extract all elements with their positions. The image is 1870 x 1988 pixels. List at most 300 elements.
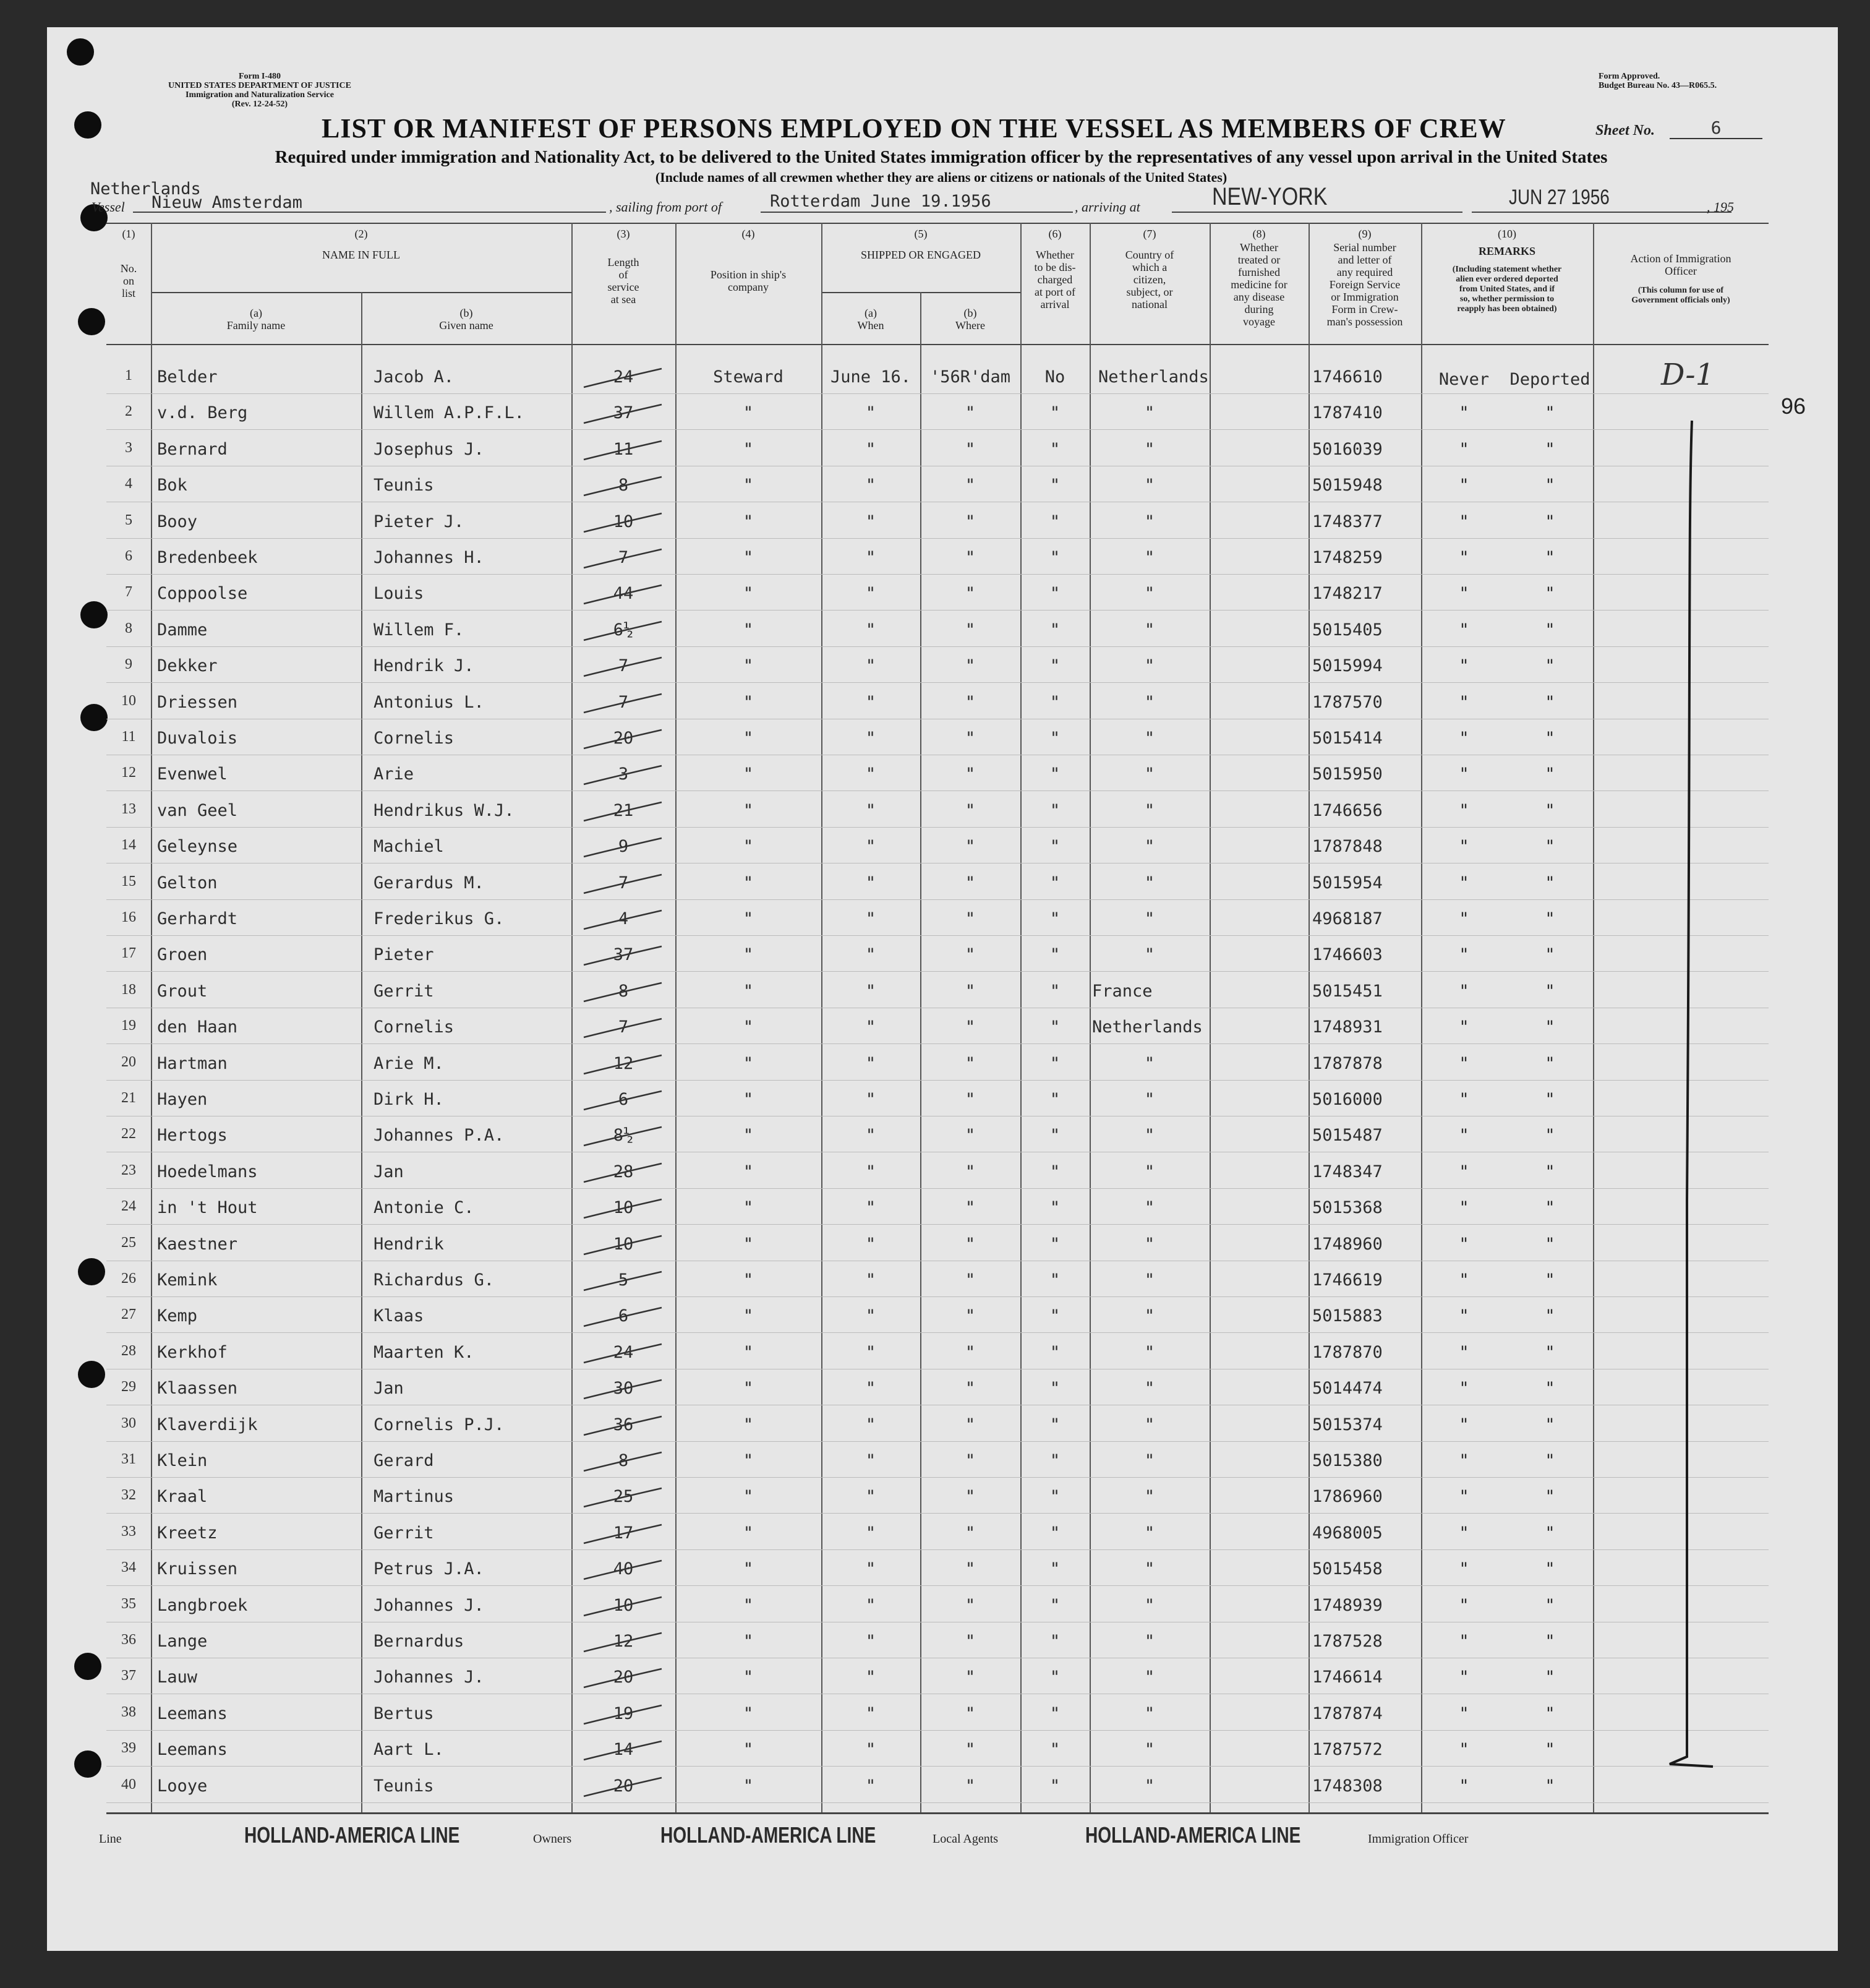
serial-number: 1787528 [1312, 1632, 1383, 1651]
when-ditto: " [865, 1776, 876, 1796]
vessel-flag: Netherlands [90, 179, 201, 199]
remarks-never: Never [1438, 370, 1490, 389]
country-ditto: " [1144, 1090, 1155, 1109]
length-of-service: 11 [613, 440, 634, 459]
row-number: 10 [121, 693, 136, 709]
row-rule [106, 1477, 1769, 1478]
family-name: Hartman [157, 1054, 228, 1073]
row-rule [106, 429, 1769, 430]
country: France [1092, 982, 1153, 1001]
row-number: 15 [121, 873, 136, 889]
position-ditto: " [743, 584, 754, 603]
col4-header: Position in ship's company [710, 268, 787, 293]
country-ditto: " [1144, 873, 1155, 893]
when-ditto: " [865, 1306, 876, 1326]
where-ditto: " [965, 1596, 976, 1615]
given-name: Hendrikus W.J. [374, 801, 514, 820]
col3-header: Length of service at sea [607, 256, 639, 306]
country-ditto: " [1144, 584, 1155, 603]
col2a-header: (a) Family name [226, 307, 286, 332]
where-ditto: " [965, 765, 976, 784]
vessel-label: Vessel [92, 199, 125, 215]
discharged-ditto: " [1049, 729, 1061, 748]
family-name: Booy [157, 512, 198, 531]
discharged-ditto: " [1049, 1306, 1061, 1326]
remarks-ditto: " [1459, 873, 1469, 893]
country: Netherlands [1098, 367, 1209, 387]
row-number: 38 [121, 1704, 136, 1720]
discharged-ditto: " [1049, 1487, 1061, 1506]
position-ditto: " [743, 1632, 754, 1651]
remarks-ditto: " [1459, 1235, 1469, 1254]
row-number: 11 [121, 729, 136, 745]
service-check-stroke [581, 1414, 668, 1439]
discharged-ditto: " [1049, 620, 1061, 640]
position-ditto: " [743, 620, 754, 640]
row-rule [106, 1043, 1769, 1044]
when-ditto: " [865, 765, 876, 784]
discharged-ditto: " [1049, 873, 1061, 893]
row-number: 20 [121, 1054, 136, 1070]
service-check-stroke [581, 1161, 668, 1186]
given-name: Antonie C. [374, 1198, 474, 1217]
position-ditto: " [743, 1559, 754, 1579]
to-be-discharged: No [1044, 367, 1065, 387]
country-ditto: " [1144, 729, 1155, 748]
service-check-stroke [581, 1666, 668, 1691]
length-of-service: 10 [613, 1235, 634, 1254]
serial-number: 5015451 [1312, 982, 1383, 1001]
when-ditto: " [865, 729, 876, 748]
remarks-ditto: " [1545, 1704, 1555, 1723]
row-rule [106, 899, 1769, 900]
col7-header: Country of which a citizen, subject, or national [1125, 249, 1174, 311]
serial-number: 5015368 [1312, 1198, 1383, 1217]
row-number: 18 [121, 982, 136, 998]
position-ditto: " [743, 1235, 754, 1254]
position-ditto: " [743, 1704, 754, 1723]
family-name: Kerkhof [157, 1343, 228, 1362]
service-check-stroke [581, 1233, 668, 1258]
country-ditto: " [1144, 801, 1155, 820]
row-rule [106, 610, 1769, 611]
service-check-stroke [581, 1775, 668, 1800]
col1-header: No. on list [120, 262, 137, 299]
discharged-ditto: " [1049, 512, 1061, 531]
serial-number: 1787570 [1312, 693, 1383, 712]
service-check-stroke [581, 692, 668, 716]
remarks-ditto: " [1459, 1162, 1469, 1181]
officer-mark: D-1 [1661, 358, 1715, 392]
length-of-service: 7 [618, 656, 629, 675]
remarks-ditto: " [1545, 1415, 1555, 1434]
discharged-ditto: " [1049, 1415, 1061, 1434]
remarks-ditto: " [1545, 1596, 1555, 1615]
row-rule [106, 935, 1769, 936]
serial-number: 1748931 [1312, 1018, 1383, 1037]
serial-number: 5015883 [1312, 1306, 1383, 1326]
length-of-service: 37 [613, 403, 634, 422]
remarks-ditto: " [1459, 1126, 1469, 1145]
row-rule [106, 1332, 1769, 1333]
given-name: Teunis [374, 476, 434, 495]
discharged-ditto: " [1049, 1523, 1061, 1543]
punch-hole [78, 1258, 105, 1285]
remarks-ditto: " [1459, 512, 1469, 531]
length-of-service: 12 [613, 1054, 634, 1073]
position-ditto: " [743, 1596, 754, 1615]
serial-number: 1787874 [1312, 1704, 1383, 1723]
serial-number: 5015954 [1312, 873, 1383, 893]
remarks-ditto: " [1545, 729, 1555, 748]
row-rule [106, 1224, 1769, 1225]
row-number: 3 [125, 440, 132, 456]
country-ditto: " [1144, 765, 1155, 784]
row-number: 14 [121, 837, 136, 853]
position-ditto: " [743, 1126, 754, 1145]
discharged-ditto: " [1049, 476, 1061, 495]
document-title: LIST OR MANIFEST OF PERSONS EMPLOYED ON THE VESSEL AS MEMBERS OF CREW [322, 113, 1506, 144]
remarks-ditto: " [1459, 1451, 1469, 1470]
given-name: Frederikus G. [374, 909, 505, 928]
remarks-ditto: " [1459, 1054, 1469, 1073]
where-ditto: " [965, 548, 976, 567]
country-ditto: " [1144, 1054, 1155, 1073]
serial-number: 5015950 [1312, 765, 1383, 784]
row-number: 28 [121, 1343, 136, 1359]
row-rule [106, 1441, 1769, 1442]
country-ditto: " [1144, 1559, 1155, 1579]
service-check-stroke [581, 1522, 668, 1547]
where-ditto: " [965, 620, 976, 640]
family-name: Kraal [157, 1487, 208, 1506]
col-divider [1593, 223, 1594, 1812]
row-number: 12 [121, 765, 136, 781]
serial-number: 1748377 [1312, 512, 1383, 531]
country-ditto: " [1144, 909, 1155, 928]
serial-number: 1746656 [1312, 801, 1383, 820]
where-ditto: " [965, 1162, 976, 1181]
remarks-ditto: " [1545, 1668, 1555, 1687]
position-ditto: " [743, 909, 754, 928]
year-suffix: , 195 [1707, 199, 1734, 215]
length-of-service: 9 [618, 837, 629, 856]
service-check-stroke [581, 1630, 668, 1655]
col-divider [151, 223, 152, 1812]
length-of-service: 37 [613, 945, 634, 964]
given-name: Louis [374, 584, 424, 603]
where-ditto: " [965, 909, 976, 928]
when-ditto: " [865, 1343, 876, 1362]
family-name: Kreetz [157, 1523, 218, 1543]
serial-number: 5015414 [1312, 729, 1383, 748]
margin-number: 96 [1781, 393, 1806, 419]
position-ditto: " [743, 476, 754, 495]
given-name: Gerard [374, 1451, 434, 1470]
discharged-ditto: " [1049, 1235, 1061, 1254]
row-rule [106, 393, 1769, 394]
punch-hole [78, 308, 105, 335]
when-ditto: " [865, 693, 876, 712]
given-name: Aart L. [374, 1740, 444, 1759]
remarks-ditto: " [1459, 837, 1469, 856]
remarks-ditto: " [1459, 403, 1469, 422]
serial-number: 1787878 [1312, 1054, 1383, 1073]
when-ditto: " [865, 1162, 876, 1181]
country-ditto: " [1144, 1523, 1155, 1543]
length-of-service: 7 [618, 873, 629, 893]
row-number: 35 [121, 1596, 136, 1612]
serial-number: 4968005 [1312, 1523, 1383, 1543]
remarks-ditto: " [1545, 1776, 1555, 1796]
country: Netherlands [1092, 1018, 1203, 1037]
col5a-header: (a) When [857, 307, 884, 332]
service-check-stroke [581, 1016, 668, 1041]
when-ditto: " [865, 1596, 876, 1615]
given-name: Gerrit [374, 1523, 434, 1543]
arrival-date: JUN 27 1956 [1509, 186, 1610, 209]
given-name: Gerardus M. [374, 873, 484, 893]
position-ditto: " [743, 1379, 754, 1398]
when-ditto: " [865, 837, 876, 856]
length-of-service: 10 [613, 1198, 634, 1217]
family-name: Kruissen [157, 1559, 238, 1579]
family-name: Lauw [157, 1668, 198, 1687]
remarks-deported: Deported [1509, 370, 1590, 389]
length-of-service: 8 [618, 982, 629, 1001]
row-number: 9 [125, 656, 132, 672]
service-check-stroke [581, 1377, 668, 1402]
discharged-ditto: " [1049, 1776, 1061, 1796]
position-ditto: " [743, 1018, 754, 1037]
when-ditto: " [865, 1379, 876, 1398]
serial-number: 1787410 [1312, 403, 1383, 422]
where-ditto: " [965, 1054, 976, 1073]
service-check-stroke [581, 763, 668, 788]
service-check-stroke [581, 908, 668, 933]
when-ditto: " [865, 801, 876, 820]
row-number: 19 [121, 1018, 136, 1034]
col6-num: (6) [1048, 228, 1062, 240]
service-check-stroke [581, 547, 668, 572]
where-ditto: " [965, 873, 976, 893]
row-number: 32 [121, 1487, 136, 1503]
row-number: 6 [125, 548, 132, 564]
country-ditto: " [1144, 656, 1155, 675]
punch-hole [67, 38, 94, 66]
table-bottom-rule [106, 1812, 1769, 1814]
given-name: Arie M. [374, 1054, 444, 1073]
given-name: Pieter J. [374, 512, 464, 531]
when-ditto: " [865, 1451, 876, 1470]
service-check-stroke [581, 1269, 668, 1294]
remarks-ditto: " [1459, 693, 1469, 712]
length-of-service: 7 [618, 693, 629, 712]
country-ditto: " [1144, 1198, 1155, 1217]
given-name: Johannes J. [374, 1596, 484, 1615]
position-ditto: " [743, 1343, 754, 1362]
length-of-service: 10 [613, 512, 634, 531]
length-of-service: 7 [618, 548, 629, 567]
col9-num: (9) [1358, 228, 1372, 240]
length-of-service: 21 [613, 801, 634, 820]
service-check-stroke [581, 1703, 668, 1728]
row-rule [106, 682, 1769, 683]
service-check-stroke [581, 1053, 668, 1078]
discharged-ditto: " [1049, 1270, 1061, 1290]
row-rule [106, 538, 1769, 539]
serial-number: 1746603 [1312, 945, 1383, 964]
family-name: in 't Hout [157, 1198, 258, 1217]
discharged-ditto: " [1049, 1740, 1061, 1759]
row-rule [106, 1296, 1769, 1297]
family-name: den Haan [157, 1018, 238, 1037]
discharged-ditto: " [1049, 1668, 1061, 1687]
remarks-ditto: " [1545, 512, 1555, 531]
position-ditto: " [743, 729, 754, 748]
when-ditto: " [865, 1235, 876, 1254]
col5b-header: (b) Where [955, 307, 985, 332]
when-ditto: " [865, 1740, 876, 1759]
service-check-stroke [581, 980, 668, 1005]
length-of-service: 24 [613, 367, 634, 387]
remarks-ditto: " [1545, 1379, 1555, 1398]
family-name: Gerhardt [157, 909, 238, 928]
sailing-underline [761, 212, 1073, 213]
where-ditto: " [965, 693, 976, 712]
col7-num: (7) [1143, 228, 1156, 240]
row-number: 2 [125, 403, 132, 419]
col8-num: (8) [1252, 228, 1266, 240]
remarks-ditto: " [1545, 440, 1555, 459]
remarks-ditto: " [1459, 584, 1469, 603]
col2b-header: (b) Given name [439, 307, 493, 332]
service-check-stroke [581, 800, 668, 825]
punch-hole [80, 601, 108, 628]
position-ditto: " [743, 1415, 754, 1434]
family-name: Kemp [157, 1306, 198, 1326]
row-number: 36 [121, 1632, 136, 1648]
remarks-ditto: " [1545, 909, 1555, 928]
col11-note: (This column for use of Government officials only) [1631, 286, 1730, 305]
where-ditto: " [965, 1270, 976, 1290]
given-name: Teunis [374, 1776, 434, 1796]
length-of-service: 28 [613, 1162, 634, 1181]
length-of-service: 19 [613, 1704, 634, 1723]
length-of-service: 10 [613, 1596, 634, 1615]
remarks-ditto: " [1545, 403, 1555, 422]
document-subnote: (Include names of all crewmen whether they are aliens or citizens or nationals of the United States) [655, 169, 1227, 185]
length-of-service: 20 [613, 1776, 634, 1796]
country-ditto: " [1144, 693, 1155, 712]
where-ditto: " [965, 1776, 976, 1796]
serial-number: 1746614 [1312, 1668, 1383, 1687]
remarks-ditto: " [1459, 1740, 1469, 1759]
row-number: 40 [121, 1776, 136, 1793]
arriving-label: , arriving at [1075, 199, 1140, 215]
service-check-stroke [581, 1739, 668, 1763]
row-number: 4 [125, 476, 132, 492]
when-ditto: " [865, 1632, 876, 1651]
country-ditto: " [1144, 1162, 1155, 1181]
arriving-at: NEW-YORK [1212, 183, 1328, 210]
service-check-stroke [581, 1342, 668, 1366]
position-ditto: " [743, 1451, 754, 1470]
country-ditto: " [1144, 1451, 1155, 1470]
given-name: Johannes J. [374, 1668, 484, 1687]
remarks-ditto: " [1459, 1632, 1469, 1651]
where-ditto: " [965, 1451, 976, 1470]
when-ditto: " [865, 1198, 876, 1217]
agents-label: Local Agents [933, 1832, 999, 1846]
length-of-service: 4 [618, 909, 629, 928]
given-name: Jan [374, 1379, 404, 1398]
when-ditto: " [865, 1523, 876, 1543]
position-ditto: " [743, 873, 754, 893]
service-check-stroke [581, 402, 668, 427]
remarks-ditto: " [1545, 1559, 1555, 1579]
document-subtitle: Required under immigration and Nationality Act, to be delivered to the United States immigration officer by the representatives of any vessel upon arrival in the United States [275, 147, 1608, 167]
sailing-label: , sailing from port of [609, 199, 722, 215]
where-ditto: " [965, 1559, 976, 1579]
serial-number: 1746610 [1312, 367, 1383, 387]
when-ditto: " [865, 1054, 876, 1073]
given-name: Dirk H. [374, 1090, 444, 1109]
row-number: 27 [121, 1306, 136, 1322]
position-ditto: " [743, 693, 754, 712]
punch-hole [74, 1750, 101, 1778]
punch-hole [74, 1653, 101, 1680]
service-check-stroke [581, 836, 668, 860]
when-ditto: " [865, 1559, 876, 1579]
service-check-stroke [581, 655, 668, 680]
remarks-ditto: " [1459, 801, 1469, 820]
remarks-ditto: " [1459, 1270, 1469, 1290]
vessel-name: Nieuw Amsterdam [152, 193, 302, 212]
family-name: Geleynse [157, 837, 238, 856]
service-check-stroke [581, 1089, 668, 1113]
col10-header: REMARKS [1478, 245, 1535, 257]
service-check-stroke [581, 366, 668, 391]
given-name: Bertus [374, 1704, 434, 1723]
where-ditto: " [965, 837, 976, 856]
country-ditto: " [1144, 837, 1155, 856]
family-name: Coppoolse [157, 584, 248, 603]
position-ditto: " [743, 837, 754, 856]
serial-number: 5015374 [1312, 1415, 1383, 1434]
row-number: 26 [121, 1270, 136, 1287]
country-ditto: " [1144, 1415, 1155, 1434]
country-ditto: " [1144, 1126, 1155, 1145]
discharged-ditto: " [1049, 1054, 1061, 1073]
sheet-label: Sheet No. [1595, 122, 1655, 139]
given-name: Petrus J.A. [374, 1559, 484, 1579]
form-approval: Form Approved. Budget Bureau No. 43—R065.5. [1599, 72, 1717, 90]
when-ditto: " [865, 548, 876, 567]
row-number: 1 [125, 367, 132, 383]
when-ditto: " [865, 1704, 876, 1723]
discharged-ditto: " [1049, 440, 1061, 459]
given-name: Johannes H. [374, 548, 484, 567]
row-number: 24 [121, 1198, 136, 1214]
given-name: Maarten K. [374, 1343, 474, 1362]
punch-hole [78, 1361, 105, 1388]
given-name: Arie [374, 765, 414, 784]
remarks-ditto: " [1545, 1126, 1555, 1145]
where-ditto: " [965, 656, 976, 675]
service-check-stroke [581, 1558, 668, 1583]
remarks-ditto: " [1545, 1162, 1555, 1181]
